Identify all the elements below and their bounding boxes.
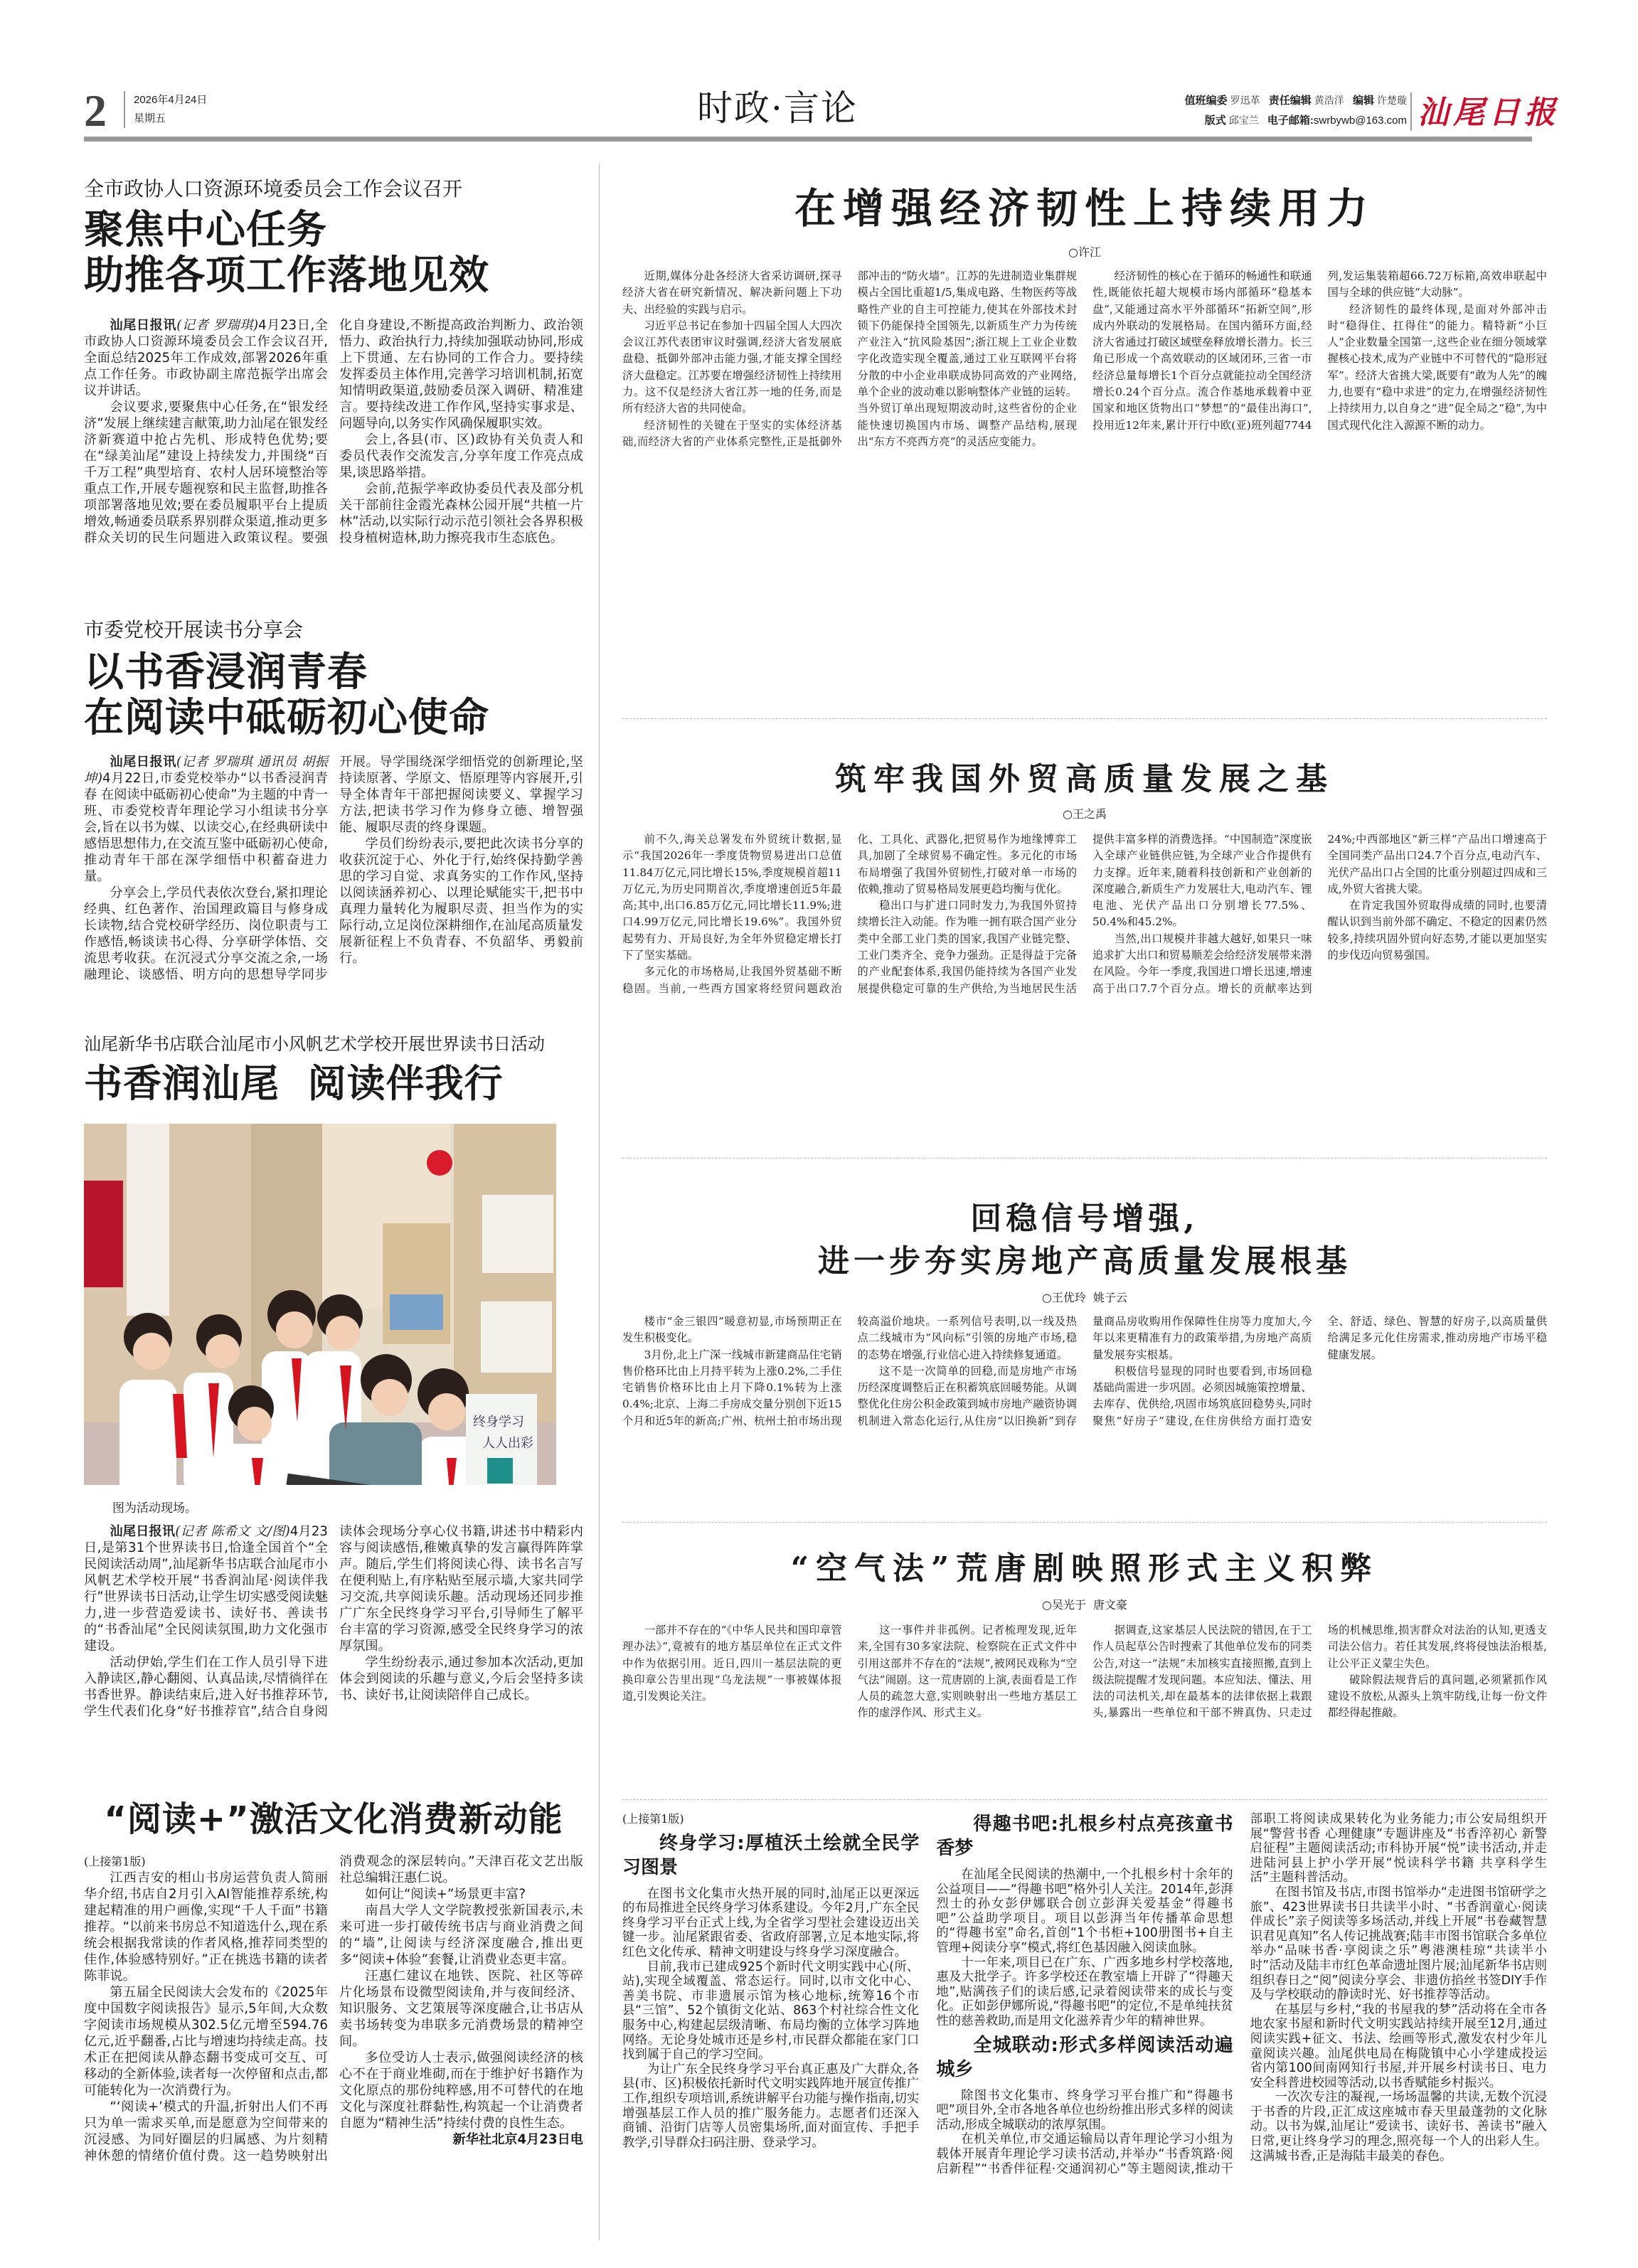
paragraph: 分享会上,学员代表依次登台,紧扣理论经典、红色著作、治国理政篇目与修身成长读物,结合党校研学经历、岗位职责与工作感悟,畅谈读书心得、分享研学体悟、交流思考收获。在沉浸式分享交流之余,一场融理论、谈感悟、明方向的思想导学同步开展。导学围绕深学细悟党的创新理论,坚持读原著、学原文、悟原理等内容展开,引导全体青年干部把握阅读要义、掌握学习方法,把读书学习作为修身立德、增智强能、履职尽责的终身课题。 <box>84 755 583 982</box>
paragraph: 据调查,这家基层人民法院的错因,在于工作人员起草公告时搜索了其他单位发布的同类公告,对这一“法规”未加核实直接照搬,直到上级法院提醒才发现问题。本应知法、懂法、用法的司法机关,却在最基本的法律依据上栽跟头,暴露出一些单位和干部不辨真伪、只走过场的机械思维,损害群众对法治的认知,更透支司法公信力。若任其发展,终将侵蚀法治根基,让公平正义蒙尘失色。 <box>1092 1624 1547 1720</box>
section-divider <box>599 164 600 2240</box>
headline-line: 聚焦中心任务 <box>84 207 327 253</box>
paragraph: 稳出口与扩进口同时发力,为我国外贸持续增长注入动能。作为唯一拥有联合国产业分类中全部工业门类的国家,我国产业链完整、工业门类齐全、竞争力强劲。正是得益于完备的产业配套体系,我国仍能持续为各国产业发展提供稳定可靠的生产供给,为当地居民生活提供丰富多样的消费选择。“中国制造”深度嵌入全球产业链供应链,为全球产业合作提供有力支撑。近年来,随着科技创新和产业创新的深度融合,新质生产力发展壮大,电动汽车、锂电池、光伏产品出口分别增长77.5%、50.4%和45.2%。 <box>857 833 1312 995</box>
paragraph: 南昌大学人文学院教授张新国表示,未来可进一步打破传统书店与商业消费之间的“墙”,让阅读与经济深度融合,推出更多“阅读+体验”套餐,让消费业态更丰富。 <box>339 1903 583 1967</box>
editorial-title: “空气法”荒唐剧映照形式主义积弊 <box>790 1550 1379 1587</box>
reporter-credit: (记者 陈希文 文/图) <box>175 1524 290 1539</box>
staff-name: 罗迅革 <box>1230 95 1260 107</box>
article-politics-meeting <box>84 176 583 576</box>
staff-name: 黄浩洋 <box>1314 95 1344 107</box>
section-title: 时政·言论 <box>697 87 858 129</box>
page-number: 2 <box>84 85 107 136</box>
paragraph: 除图书文化集市、终身学习平台推广和“得趣书吧”项目外,全市各地各单位也纷纷推出形式多样的阅读活动,形成全城联动的浓厚氛围。 <box>936 2088 1233 2132</box>
paragraph: “‘阅读+’模式的升温,折射出人们不再只为单一需求买单,而是愿意为空间带来的沉浸感、为同好圈层的归属感、为片刻精神休憩的情绪价值付费。这一趋势映射出消费观念的深层转向。”天津百花文艺出版社总编辑汪惠仁说。 <box>84 1854 583 2163</box>
headline-line: 在阅读中砥砺初心使命 <box>84 695 489 741</box>
paragraph: 习近平总书记在参加十四届全国人大四次会议江苏代表团审议时强调,经济大省发展底盘稳、抵御外部冲击能力强,才能支撑全国经济大盘稳定。江苏要在增强经济韧性上持续用力。这不仅是经济大省江苏一地的任务,而是所有经济大省的共同使命。 <box>622 319 842 415</box>
paragraph: 在图书文化集市火热开展的同时,汕尾正以更深远的布局推进全民终身学习体系建设。今年2月,广东全民终身学习平台正式上线,为全省学习型社会建设迈出关键一步。汕尾紧跟省委、省政府部署,立足本地实际,将红色文化传承、精神文明建设与终身学习深度融合。 <box>622 1886 920 1959</box>
editorial-body <box>622 1622 1547 1756</box>
paragraph: 学生纷纷表示,通过参加本次活动,更加体会到阅读的乐趣与意义,今后会坚持多读书、读好书,让阅读陪伴自己成长。 <box>339 1655 583 1703</box>
paragraph: 汕尾日报讯(记者 罗瑞琪 通讯员 胡振坤)4月22日,市委党校举办“以书香浸润青春 在阅读中砥砺初心使命”为主题的中青一班、市委党校青年理论学习小组读书分享会,旨在以书为媒、以读交心,在经典研读中感悟思想伟力,在交流互鉴中砥砺初心使命,推动青年干部在深学细悟中积蓄奋进力量。 <box>84 755 328 884</box>
staff-credits <box>1185 91 1407 131</box>
newspaper-logo: 汕尾日报 <box>1418 95 1560 131</box>
editorial-title: 在增强经济韧性上持续用力 <box>794 184 1375 233</box>
article-kicker: 汕尾新华书店联合汕尾市小风帆艺术学校开展世界读书日活动 <box>84 1034 545 1054</box>
paragraph: 一次次专注的凝视,一场场温馨的共读,无数个沉浸于书香的片段,正汇成这座城市春天里最蓬勃的文化脉动。以书为媒,汕尾让“爱读书、读好书、善读书”融入日常,更让终身学习的理念,照亮每一个人的出彩人生。这满城书香,正是海陆丰最美的春色。 <box>1250 2090 1547 2163</box>
editorial-title-line: 进一步夯实房地产高质量发展根基 <box>818 1243 1351 1279</box>
article-reading-consumption <box>84 1799 583 2246</box>
email-label: 电子邮箱: <box>1267 115 1314 127</box>
article-body <box>84 317 583 576</box>
paragraph: 这一事件并非孤例。记者梳理发现,近年来,全国有30多家法院、检察院在正式文件中引用这部并不存在的“法规”,被网民戏称为“空气法”闹剧。这一荒唐剧的上演,表面看是工作人员的疏忽大意,实则映射出一些地方基层工作的虚浮作风、形式主义。 <box>857 1624 1077 1720</box>
staff-label: 编辑 <box>1352 95 1374 107</box>
dateline-lead: 汕尾日报讯 <box>110 318 177 333</box>
editorial-economic-resilience <box>622 183 1547 668</box>
date-block <box>124 91 207 128</box>
paragraph: 在汕尾全民阅读的热潮中,一个扎根乡村十余年的公益项目——“得趣书吧”格外引人关注。2014年,彭湃烈士的孙女彭伊娜联合创立彭湃关爱基金“得趣书吧”公益助学项目。项目以彭湃当年传播革命思想的“得趣书室”命名,首创“1个书柜+100册图书+自主管理+阅读分享”模式,将红色基因融入阅读血脉。 <box>936 1868 1233 1955</box>
editorial-fake-law <box>622 1549 1547 1756</box>
wire-dateline: 新华社北京4月23日电 <box>452 2132 583 2147</box>
paragraph: 破除假法规背后的真问题,必须紧抓作风建设不放松,从源头上筑牢防线,让每一份文件都经得起推敲。 <box>1327 1673 1547 1720</box>
continued-note: (上接第1版) <box>622 1812 684 1826</box>
editorial-byline: ○王优玲 姚子云 <box>1041 1291 1128 1304</box>
paragraph: 多元化的市场格局,让我国外贸基础不断稳固。当前,一些西方国家将经贸问题政治化、工具化、武器化,把贸易作为地缘博弈工具,加剧了全球贸易不确定性。多元化的市场布局增强了我国外贸韧性,打破对单一市场的依赖,推动了贸易格局发展更趋均衡与优化。 <box>622 833 1077 995</box>
email-address[interactable]: swrbywb@163.com <box>1313 115 1407 127</box>
activity-photo <box>84 1124 556 1485</box>
paragraph: 楼市“金三银四”暖意初显,市场预期正在发生积极变化。 <box>622 1315 842 1345</box>
editorial-real-estate <box>622 1198 1547 1514</box>
article-citywide-reading <box>622 1812 1547 2239</box>
paragraph: 积极信号显现的同时也要看到,市场回稳基础尚需进一步巩固。必须因城施策控增量、去库存、优供给,巩固市场筑底回稳势头,同时聚焦“好房子”建设,在住房供给方面打造安全、舒适、绿色、智慧的好房子,以高质量供给满足多元化住房需求,推动房地产市场平稳健康发展。 <box>1092 1315 1547 1427</box>
paragraph: 汕尾日报讯(记者 陈希文 文/图)4月23日,是第31个世界读书日,恰逢全国首个“全民阅读活动周”,汕尾新华书店联合汕尾市小风帆艺术学校开展“书香润汕尾·阅读伴我行”世界读书日活动,让学生切实感受阅读魅力,进一步营造爱读书、读好书、善读书的“书香汕尾”全民阅读氛围,助力文化强市建设。 <box>84 1524 328 1654</box>
headline-line: 助推各项工作落地见效 <box>84 252 489 299</box>
dateline-lead: 汕尾日报讯 <box>110 1524 176 1539</box>
photo-illustration <box>84 1124 556 1485</box>
paragraph: 江西吉安的相山书房运营负责人简丽华介绍,书店自2月引入AI智能推荐系统,构建起精准的用户画像,实现“千人千面”书籍推荐。“以前来书房总不知道选什么,现在系统会根据我常读的作者风格,推荐同类型的佳作,体验感特别好。”正在挑选书籍的读者陈菲说。 <box>84 1870 328 1984</box>
editorial-foreign-trade <box>622 760 1547 1130</box>
photo-sign-text: 人人出彩 <box>482 1436 533 1451</box>
photo-caption: 图为活动现场。 <box>112 1501 197 1516</box>
article-headline: 书香润汕尾 阅读伴我行 <box>84 1061 504 1106</box>
article-headline <box>84 650 583 741</box>
editorial-title-line: 回稳信号增强, <box>970 1200 1199 1237</box>
issue-date: 2026年4月24日 <box>134 94 208 106</box>
staff-line-1 <box>1185 91 1407 111</box>
section-heading: 得趣书吧:扎根乡村点亮孩童书香梦 <box>936 1814 1233 1859</box>
editorial-divider <box>622 718 1547 719</box>
paragraph: 为让广东全民终身学习平台真正惠及广大群众,各县(市、区)积极依托新时代文明实践阵地开展宣传推广工作,组织专项培训,系统讲解平台功能与操作指南,切实增强基层工作人员的推广服务能力。志愿者们还深入商铺、沿街门店等人员密集场所,面对面宣传、手把手教学,引导群众扫码注册、登录学习。 <box>622 2062 920 2150</box>
section-heading: 终身学习:厚植沃土绘就全民学习图景 <box>622 1832 920 1878</box>
paragraph: 一部并不存在的“《中华人民共和国印章管理办法》”,竟被有的地方基层单位在正式文件中作为依据引用。近日,四川一基层法院的更换印章公告里出现“乌龙法规”一事被媒体报道,引发舆论关注。 <box>622 1624 842 1703</box>
article-headline <box>84 208 583 299</box>
article-body <box>84 1853 583 2246</box>
staff-line-2 <box>1185 111 1407 131</box>
editorial-byline: ○吴光于 唐文豪 <box>1041 1598 1128 1612</box>
paragraph: 汪惠仁建议在地铁、医院、社区等碎片化场景布设微型阅读角,并与夜间经济、知识服务、文艺策展等深度融合,让书店从卖书场转变为串联多元消费场景的精神空间。 <box>339 1969 583 2049</box>
paragraph: 会上,各县(市、区)政协有关负责人和委员代表作交流发言,分享年度工作亮点成果,谈思路举措。 <box>339 432 583 480</box>
paragraph: 活动伊始,学生们在工作人员引导下进入静读区,静心翻阅、认真品读,尽情徜徉在书香世界。静读结束后,进入好书推荐环节,学生代表们化身“好书推荐官”,结合自身阅读体会现场分享心仪书籍,讲述书中精彩内容与阅读感悟,稚嫩真挚的发言赢得阵阵掌声。随后,学生们将阅读心得、读书名言写在便利贴上,有序粘贴至展示墙,大家共同学习交流,共享阅读乐趣。活动现场还同步推广广东全民终身学习平台,引导师生了解平台丰富的学习资源,感受全民终身学习的浓厚氛围。 <box>84 1524 583 1719</box>
issue-weekday: 星期五 <box>134 112 166 124</box>
masthead-divider <box>1410 92 1412 131</box>
paragraph: 经济韧性的关键在于坚实的实体经济基础,而经济大省的产业体系完整性,正是抵御外部冲击的“防火墙”。江苏的先进制造业集群规模占全国比重超1/5,集成电路、生物医药等战略性产业的自主可控能力,使其在外部技术封锁下仍能保持全国领先,以新质生产力为传统产业注入“抗风险基因”;浙江规上工业企业数字化改造实现全覆盖,通过工业互联网平台将分散的中小企业串联成协同高效的产业网络,单个企业的波动难以影响整体产业链的运转。当外贸订单出现短期波动时,这些省份的企业能快速切换国内市场、调整产品结构,展现出“东方不亮西方亮”的灵活应变能力。 <box>622 270 1077 448</box>
staff-name: 许楚璇 <box>1377 95 1407 107</box>
article-party-school-reading <box>84 617 583 986</box>
staff-label: 版式 <box>1204 115 1226 127</box>
article-headline: “阅读+”激活文化消费新动能 <box>104 1799 563 1839</box>
reporter-credit: (记者 罗瑞琪) <box>176 318 259 333</box>
editorial-body <box>622 268 1547 668</box>
paragraph: 目前,我市已建成925个新时代文明实践中心(所、站),实现全域覆盖、常态运行。同时,以市文化中心、善美书院、市非遗展示馆为核心地标,统筹16个市县“三馆”、52个镇街文化站、863个村社综合性文化服务中心,构建起层级清晰、布局均衡的立体学习阵地网络。无论身处城市还是乡村,市民群众都能在家门口找到属于自己的学习空间。 <box>622 1959 920 2062</box>
paragraph: 在机关单位,市交通运输局以青年理论学习小组为载体开展青年理论学习读书活动,并举办“书香筑路·阅启新程”“书香伴征程·交通润初心”等主题阅读,推动干部职工将阅读成果转化为业务能力;市公安局组织开展“警营书香 心理健康”专题讲座及“书香淬初心 新警启征程”主题阅读活动;市科协开展“悦”读书活动,并走进陆河县上护小学开展“悦读科学书籍 共享科学生活”主题科普活动。 <box>936 1812 1547 2176</box>
editorial-byline: ○许江 <box>1068 245 1101 259</box>
dateline-lead: 汕尾日报讯 <box>110 755 176 770</box>
continued-note: (上接第1版) <box>84 1855 146 1868</box>
paragraph: 会议要求,要聚焦中心任务,在“银发经济”发展上继续建言献策,助力汕尾在银发经济新赛道中抢占先机、形成特色优势;要在“绿美汕尾”建设上持续发力,并围绕“百千万工程”典型培育、农村人居环境整治等重点工作,开展专题视察和民主监督,助推各项部署落地见效;要在委员履职平台上提质增效,畅通委员联系界别群众渠道,推动更多群众关切的民生问题进入政策议程。要强化自身建设,不断提高政治判断力、政治领悟力、政治执行力,持续加强联动协同,形成上下贯通、左右协同的工作合力。要持续发挥委员主体作用,完善学习培训机制,拓宽知情明政渠道,鼓励委员深入调研、精准建言。要持续改进工作作风,坚持实事求是、问题导向,以务实作风确保履职实效。 <box>84 318 583 545</box>
paragraph: 前不久,海关总署发布外贸统计数据,显示“我国2026年一季度货物贸易进出口总值11.84万亿元,同比增长15%,季度规模首超11万亿元,为历史同期首次,季度增速创近5年最高;其中,出口6.85万亿元,同比增长11.9%;进口4.99万亿元,同比增长19.6%”。我国外贸起势有力、开局良好,为全年外贸稳定增长打下了坚实基础。 <box>622 833 842 962</box>
paragraph: 近期,媒体分赴各经济大省采访调研,探寻经济大省在研究新情况、解决新问题上下功夫、出经验的实践与启示。 <box>622 270 842 316</box>
article-body <box>622 1812 1547 2239</box>
paragraph: 十一年来,项目已在广东、广西多地乡村学校落地,惠及大批学子。许多学校还在教室墙上开辟了“得趣天地”,贴满孩子们的读后感,记录着阅读带来的成长与变化。正如彭伊娜所说,“得趣书吧”的定位,不是单纯扶贫性的慈善救助,而是用文化滋养青少年的精神世界。 <box>936 1955 1233 2028</box>
paragraph: 在基层与乡村,“我的书屋我的梦”活动将在全市各地农家书屋和新时代文明实践站持续开展至12月,通过阅读实践+征文、书法、绘画等形式,激发农村少年儿童阅读兴趣。汕尾供电局在梅陇镇中心小学建成投运省内第100间南网知行书屋,并开展乡村读书日、电力安全科普进校园等活动,以书香赋能乡村振兴。 <box>1250 2002 1547 2090</box>
headline-line: 以书香浸润青春 <box>84 649 368 696</box>
staff-label: 责任编辑 <box>1268 95 1312 107</box>
article-kicker: 全市政协人口资源环境委员会工作会议召开 <box>84 177 463 201</box>
paragraph: 3月份,北上广深一线城市新建商品住宅销售价格环比由上月持平转为上涨0.2%,二手住宅销售价格环比由上月下降0.1%转为上涨0.4%;北京、上海二手房成交量分别创下近15个月和近5年的新高;广州、杭州土拍市场出现较高溢价地块。一系列信号表明,以一线及热点二线城市为“风向标”引领的房地产市场,稳的态势在增强,行业信心进入持续修复通道。 <box>622 1315 1077 1427</box>
paragraph: 多位受访人士表示,做强阅读经济的核心不在于商业堆砌,而在于维护好书籍作为文化原点的那份纯粹感,用不可替代的在地文化与深度社群黏性,构筑起一个让消费者自愿为“精神生活”持续付费的良性生态。 <box>339 2050 583 2131</box>
paragraph: 如何让“阅读+”场景更丰富? <box>365 1887 526 1902</box>
editorial-body <box>622 1314 1547 1514</box>
editorial-body <box>622 831 1547 1130</box>
section-heading: 全城联动:形式多样阅读活动遍城乡 <box>936 2034 1233 2080</box>
editorial-divider <box>622 1158 1547 1159</box>
staff-label: 值班编委 <box>1184 95 1228 107</box>
staff-name: 邱宝兰 <box>1228 115 1259 127</box>
paragraph: 在肯定我国外贸取得成绩的同时,也要清醒认识到当前外部不确定、不稳定的因素仍然较多,持续巩固外贸向好态势,才能以更加坚实的步伐迈向贸易强国。 <box>1327 899 1547 962</box>
article-kicker: 市委党校开展读书分享会 <box>84 618 304 641</box>
editorial-title <box>622 1198 1547 1283</box>
article-body <box>84 754 583 986</box>
masthead-rule <box>84 137 1532 142</box>
reporter-credit: (记者 罗瑞琪 通讯员 胡振坤) <box>84 755 328 786</box>
editorial-divider <box>622 1522 1547 1523</box>
paragraph: 经济韧性的核心在于循环的畅通性和联通性,既能依托超大规模市场内部循环“稳基本盘”,又能通过高水平外部循环“拓新空间”,形成内外联动的发展格局。在国内循环方面,经济大省通过打破区域壁垒释放增长潜力。长三角已形成一个高效联动的区域闭环,三省一市经济总量每增长1个百分点就能拉动全国经济增长0.24个百分点。流合作基地承载着中亚国家和地区货物出口“梦想”的“最佳出海口”,投用近12年来,累计开行中欧(亚)班列超7744列,发运集装箱超66.72万标箱,高效串联起中国与全球的供应链“大动脉”。 <box>1092 270 1547 432</box>
paragraph: 汕尾日报讯(记者 罗瑞琪)4月23日,全市政协人口资源环境委员会工作会议召开,全面总结2025年工作成效,部署2026年重点工作任务。市政协副主席范振学出席会议并讲话。 <box>84 318 328 398</box>
editorial-title: 筑牢我国外贸高质量发展之基 <box>835 761 1334 797</box>
editorial-byline: ○王之禹 <box>1063 807 1107 821</box>
article-world-book-day <box>84 1031 583 1107</box>
paragraph: 当然,出口规模并非越大越好,如果只一味追求扩大出口和贸易顺差会给经济发展带来潜在风险。今年一季度,我国进口增长迅速,增速高于出口7.7个百分点。增长的贡献率达到24%;中西部地区“新三样”产品出口增速高于全国同类产品出口24.7个百分点,电动汽车、光伏产品出口占全国的比重分别超过四成和三成,外贸大省挑大梁。 <box>1092 833 1547 995</box>
article-body <box>84 1523 583 1779</box>
paragraph: 第五届全民阅读大会发布的《2025年度中国数字阅读报告》显示,5年间,大众数字阅读市场规模从302.5亿元增至594.76亿元,近乎翻番,占比与增速均持续走高。技术正在把阅读从静态翻书变成可交互、可移动的全新体验,读者每一次停留和点击,都可能转化为一次消费行为。 <box>84 1985 328 2098</box>
paragraph: 学员们纷纷表示,要把此次读书分享的收获沉淀于心、外化于行,始终保持勤学善思的学习自觉、求真务实的工作作风,坚持以阅读涵养初心、以理论赋能实干,把书中真理力量转化为履职尽责、担当作为的实际行动,立足岗位深耕细作,在汕尾高质量发展新征程上不负青春、不负韶华、勇毅前行。 <box>339 836 583 966</box>
paragraph: 会前,范振学率政协委员代表及部分机关干部前往金霞光森林公园开展“共植一片林”活动,以实际行动示范引领社会各界积极投身植树造林,助力擦亮我市生态底色。 <box>339 481 583 545</box>
paragraph: 这不是一次简单的回稳,而是房地产市场历经深度调整后正在积蓄筑底回暖势能。从调整优化住房公积金政策到城市房地产融资协调机制进入常态化运行,从住房“以旧换新”到存量商品房收购用作保障性住房等力度加大,今年以来更精准有力的政策举措,为房地产高质量发展夯实根基。 <box>857 1315 1312 1427</box>
editorial-divider <box>622 1799 1547 1800</box>
paragraph: 经济韧性的最终体现,是面对外部冲击时“稳得住、扛得住”的能力。精特新“小巨人”企业数量全国第一,这些企业在细分领域掌握核心技术,成为产业链中不可替代的“隐形冠军”。经济大省挑大梁,既要有“敢为人先”的魄力,也要有“稳中求进”的定力,在增强经济韧性上持续用力,以自身之“进”促全局之“稳”,为中国式现代化注入源源不断的动力。 <box>1327 302 1547 432</box>
photo-sign-text: 终身学习 <box>473 1415 524 1430</box>
paragraph: 在图书馆及书店,市图书馆举办“走进图书馆研学之旅”、423世界读书日共读半小时、“书香润童心·阅读伴成长”亲子阅读等多场活动,并线上开展“书卷藏智慧 识君见真知”名人传记挑战赛;陆丰市图书馆联合多单位举办“品味书香·享阅读之乐”粤港澳桂琼“共读半小时”活动及陆丰市红色革命遗址图片展;汕尾新华书店则组织春日之“阅”阅读分享会、非遗仿掐丝书签DIY手作及与学校联动的静读时光、好书推荐等活动。 <box>1250 1885 1547 2003</box>
